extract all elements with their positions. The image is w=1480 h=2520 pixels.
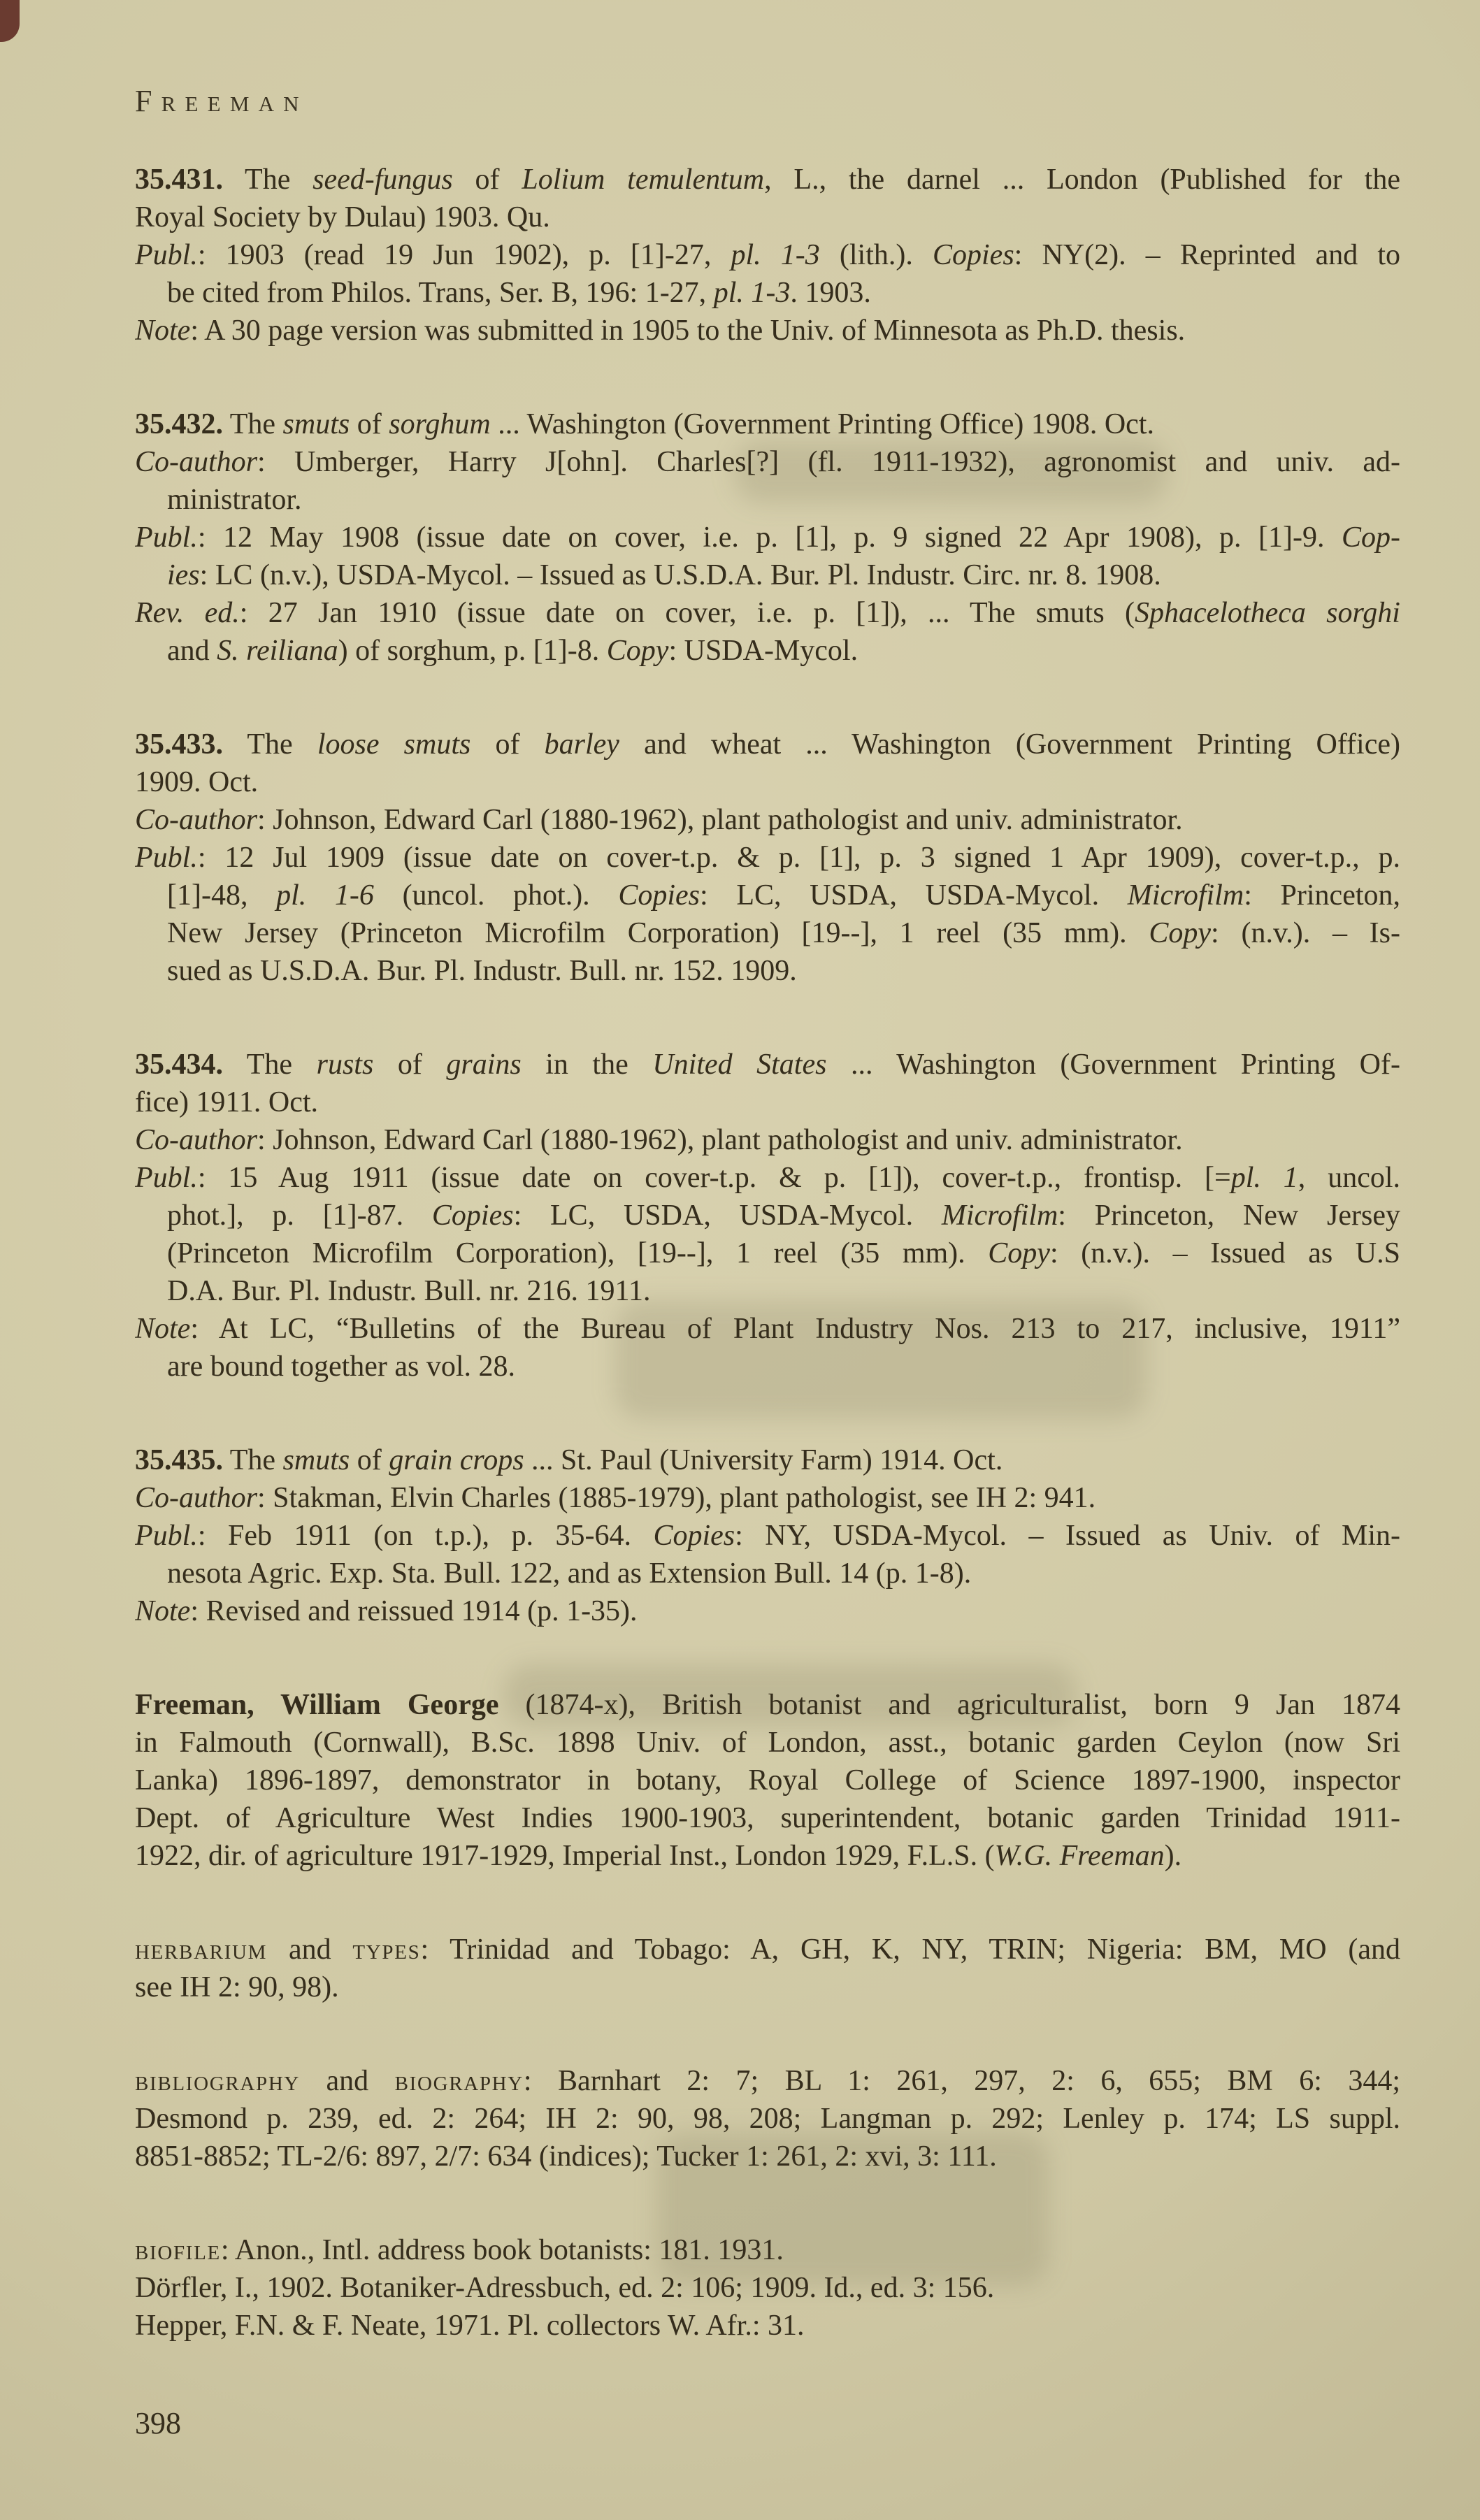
text-line: Lanka) 1896-1897, demonstrator in botany, Royal College of Science 1897-1900, inspector [135, 1764, 1400, 1797]
text-line: are bound together as vol. 28. [167, 1351, 516, 1383]
text-line: New Jersey (Princeton Microfilm Corporation) [19--], 1 reel (35 mm). Copy: (n.v.). – Is- [167, 917, 1400, 949]
text-line: 35.433. The loose smuts of barley and wheat ... Washington (Government Printing Office) [135, 728, 1400, 761]
text-line: 35.435. The smuts of grain crops ... St. Paul (University Farm) 1914. Oct. [135, 1444, 1003, 1476]
herbarium-paragraph [135, 1931, 1400, 2006]
text-line: Royal Society by Dulau) 1903. Qu. [135, 201, 550, 233]
text-line: ies: LC (n.v.), USDA-Mycol. – Issued as U.S.D.A. Bur. Pl. Industr. Circ. nr. 8. 1908. [167, 559, 1161, 591]
text-line: Desmond p. 239, ed. 2: 264; IH 2: 90, 98, 208; Langman p. 292; Lenley p. 174; LS suppl. [135, 2103, 1400, 2135]
text-line: Co-author: Johnson, Edward Carl (1880-1962), plant pathologist and univ. administrator. [135, 804, 1183, 836]
entry-35434 [135, 1046, 1400, 1385]
text-line: Dörfler, I., 1902. Botaniker-Adressbuch, ed. 2: 106; 1909. Id., ed. 3: 156. [135, 2272, 995, 2304]
page-number: 398 [135, 2406, 181, 2440]
text-line: fice) 1911. Oct. [135, 1086, 319, 1118]
text-line: Co-author: Stakman, Elvin Charles (1885-1979), plant pathologist, see IH 2: 941. [135, 1482, 1096, 1514]
text-line: Rev. ed.: 27 Jan 1910 (issue date on cover, i.e. p. [1]), ... The smuts (Sphacelotheca sorghi [135, 597, 1400, 629]
text-line: 35.434. The rusts of grains in the United States ... Washington (Government Printing Of- [135, 1049, 1400, 1081]
text-line: 1922, dir. of agriculture 1917-1929, Imperial Inst., London 1929, F.L.S. (W.G. Freeman). [135, 1840, 1182, 1872]
text-line: Hepper, F.N. & F. Neate, 1971. Pl. collectors W. Afr.: 31. [135, 2310, 805, 2342]
text-line: Publ.: 12 May 1908 (issue date on cover, i.e. p. [1], p. 9 signed 22 Apr 1908), p. [1]-9. Cop- [135, 521, 1400, 554]
text-line: in Falmouth (Cornwall), B.Sc. 1898 Univ. of London, asst., botanic garden Ceylon (now Sri [135, 1727, 1400, 1759]
text-line: 35.431. The seed-fungus of Lolium temulentum, L., the darnel ... London (Published for the [135, 164, 1400, 196]
text-line: and S. reiliana) of sorghum, p. [1]-8. Copy: USDA-Mycol. [167, 635, 858, 667]
text-line: Co-author: Johnson, Edward Carl (1880-1962), plant pathologist and univ. administrator. [135, 1124, 1183, 1156]
text-line: phot.], p. [1]-87. Copies: LC, USDA, USDA-Mycol. Microfilm: Princeton, New Jersey [167, 1200, 1400, 1232]
text-line: bibliography and biography: Barnhart 2: 7; BL 1: 261, 297, 2: 6, 655; BM 6: 344; [135, 2065, 1400, 2097]
text-line: 1909. Oct. [135, 766, 259, 798]
text-line: [1]-48, pl. 1-6 (uncol. phot.). Copies: LC, USDA, USDA-Mycol. Microfilm: Princeton, [167, 879, 1400, 912]
entry-35431 [135, 161, 1400, 350]
text-line: 8851-8852; TL-2/6: 897, 2/7: 634 (indices); Tucker 1: 261, 2: xvi, 3: 111. [135, 2140, 997, 2173]
text-line: Dept. of Agriculture West Indies 1900-1903, superintendent, botanic garden Trinidad 1911- [135, 1802, 1400, 1834]
entry-35435 [135, 1441, 1400, 1630]
text-line: Note: A 30 page version was submitted in 1905 to the Univ. of Minnesota as Ph.D. thesis. [135, 315, 1186, 347]
biofile-paragraph [135, 2231, 1400, 2345]
text-line: Note: Revised and reissued 1914 (p. 1-35). [135, 1595, 638, 1627]
text-line: biofile: Anon., Intl. address book botanists: 181. 1931. [135, 2234, 784, 2266]
text-line: Co-author: Umberger, Harry J[ohn]. Charles[?] (fl. 1911-1932), agronomist and univ. ad- [135, 446, 1400, 478]
text-column [135, 82, 1400, 2442]
scan-corner-mark [0, 0, 20, 42]
text-line: Publ.: 15 Aug 1911 (issue date on cover-t.p. & p. [1]), cover-t.p., frontisp. [=pl. 1, uncol. [135, 1162, 1400, 1194]
text-line: Note: At LC, “Bulletins of the Bureau of Plant Industry Nos. 213 to 217, inclusive, 1911” [135, 1313, 1400, 1345]
text-line: Publ.: 1903 (read 19 Jun 1902), p. [1]-27, pl. 1-3 (lith.). Copies: NY(2). – Reprinted and to [135, 239, 1400, 271]
text-line: Publ.: 12 Jul 1909 (issue date on cover-t.p. & p. [1], p. 3 signed 1 Apr 1909), cover-t.p., p. [135, 842, 1400, 874]
text-line: Publ.: Feb 1911 (on t.p.), p. 35-64. Copies: NY, USDA-Mycol. – Issued as Univ. of Min- [135, 1520, 1400, 1552]
running-head: Freeman [135, 84, 308, 118]
text-line: (Princeton Microfilm Corporation), [19--], 1 reel (35 mm). Copy: (n.v.). – Issued as U.S [167, 1237, 1400, 1269]
text-line: see IH 2: 90, 98). [135, 1971, 339, 2003]
text-line: D.A. Bur. Pl. Industr. Bull. nr. 216. 1911. [167, 1275, 651, 1307]
bibliography-paragraph [135, 2062, 1400, 2175]
text-line: be cited from Philos. Trans, Ser. B, 196: 1-27, pl. 1-3. 1903. [167, 277, 871, 309]
text-line: 35.432. The smuts of sorghum ... Washington (Government Printing Office) 1908. Oct. [135, 408, 1154, 440]
text-line: Freeman, William George (1874-x), British botanist and agriculturalist, born 9 Jan 1874 [135, 1689, 1400, 1721]
text-line: sued as U.S.D.A. Bur. Pl. Industr. Bull. nr. 152. 1909. [167, 955, 797, 987]
text-line: ministrator. [167, 484, 302, 516]
entry-35432 [135, 405, 1400, 670]
text-line: nesota Agric. Exp. Sta. Bull. 122, and as Extension Bull. 14 (p. 1-8). [167, 1557, 972, 1590]
text-line: herbarium and types: Trinidad and Tobago: A, GH, K, NY, TRIN; Nigeria: BM, MO (and [135, 1934, 1400, 1966]
biography-paragraph [135, 1686, 1400, 1875]
entry-35433 [135, 726, 1400, 990]
